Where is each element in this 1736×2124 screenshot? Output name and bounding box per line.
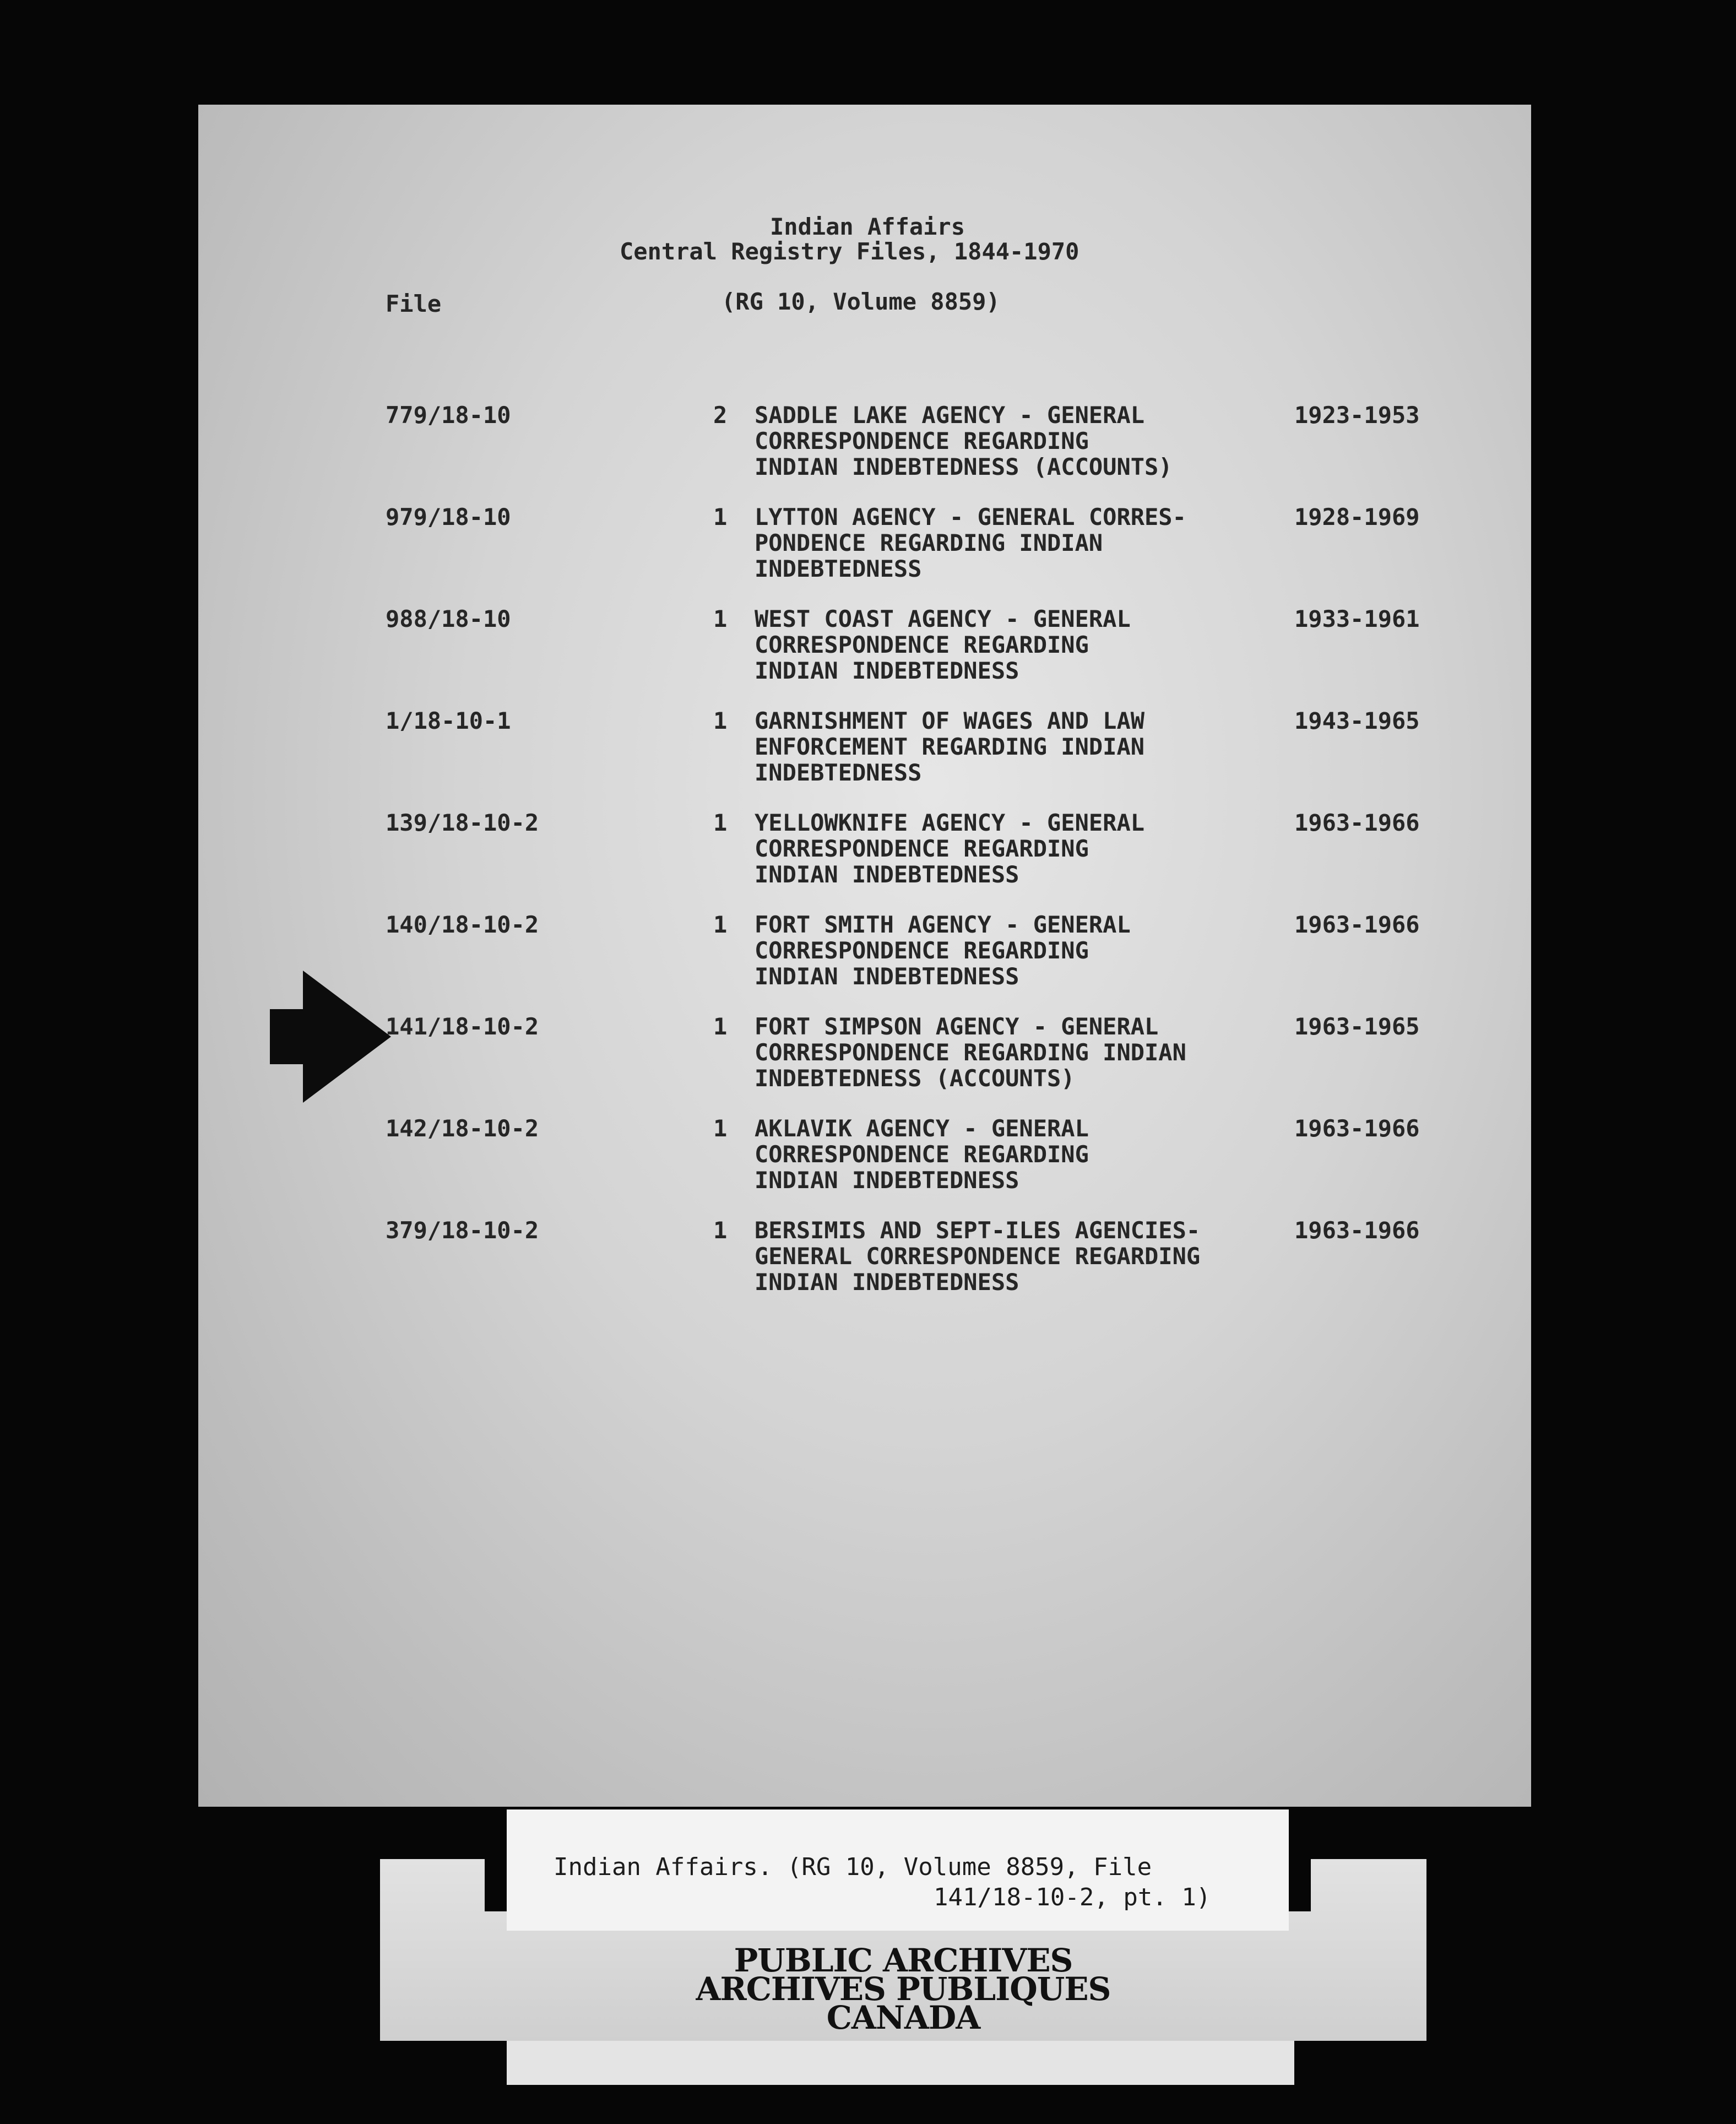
date-range: 1963-1966 xyxy=(1294,1217,1420,1244)
file-description-line: INDIAN INDEBTEDNESS xyxy=(755,963,1019,990)
file-description-line: INDIAN INDEBTEDNESS xyxy=(755,1167,1019,1194)
file-description-line: CORRESPONDENCE REGARDING xyxy=(755,937,1089,964)
file-number: 979/18-10 xyxy=(386,503,511,530)
file-row xyxy=(198,606,1531,689)
file-row xyxy=(198,912,1531,994)
file-description-line: INDIAN INDEBTEDNESS xyxy=(755,1269,1019,1296)
file-row xyxy=(198,1217,1531,1300)
date-range: 1963-1966 xyxy=(1294,809,1420,836)
date-range: 1963-1966 xyxy=(1294,1115,1420,1142)
file-description-line: AKLAVIK AGENCY - GENERAL xyxy=(755,1115,1089,1142)
file-number: 139/18-10-2 xyxy=(386,809,539,836)
file-description-line: SADDLE LAKE AGENCY - GENERAL xyxy=(755,402,1145,429)
file-description-line: CORRESPONDENCE REGARDING xyxy=(755,1141,1089,1168)
header-title: Indian Affairs xyxy=(770,213,965,240)
volume-count: 1 xyxy=(713,503,728,530)
file-description-line: CORRESPONDENCE REGARDING INDIAN xyxy=(755,1039,1186,1066)
file-number: 779/18-10 xyxy=(386,402,511,429)
volume-count: 1 xyxy=(713,911,728,938)
date-range: 1963-1966 xyxy=(1294,911,1420,938)
volume-count: 1 xyxy=(713,809,728,836)
document-page xyxy=(198,105,1531,1807)
file-description-line: GENERAL CORRESPONDENCE REGARDING xyxy=(755,1243,1201,1270)
file-description-line: INDIAN INDEBTEDNESS xyxy=(755,861,1019,888)
file-description-line: YELLOWKNIFE AGENCY - GENERAL xyxy=(755,809,1145,836)
file-description-line: CORRESPONDENCE REGARDING xyxy=(755,835,1089,862)
file-number: 988/18-10 xyxy=(386,605,511,632)
volume-count: 1 xyxy=(713,605,728,632)
file-number: 379/18-10-2 xyxy=(386,1217,539,1244)
file-description-line: FORT SIMPSON AGENCY - GENERAL xyxy=(755,1013,1159,1040)
date-range: 1933-1961 xyxy=(1294,605,1420,632)
header-subtitle: Central Registry Files, 1844-1970 xyxy=(620,238,1079,265)
date-range: 1943-1965 xyxy=(1294,707,1420,734)
volume-count: 1 xyxy=(713,1217,728,1244)
date-range: 1928-1969 xyxy=(1294,503,1420,530)
file-row xyxy=(198,504,1531,587)
file-column-label: File xyxy=(386,290,442,317)
label-line-2: 141/18-10-2, pt. 1) xyxy=(934,1883,1211,1911)
volume-count: 2 xyxy=(713,402,728,429)
volume-count: 1 xyxy=(713,1115,728,1142)
file-description-line: INDEBTEDNESS xyxy=(755,555,922,582)
label-line-1: Indian Affairs. (RG 10, Volume 8859, File xyxy=(554,1853,1152,1881)
file-number: 141/18-10-2 xyxy=(386,1013,539,1040)
file-number: 1/18-10-1 xyxy=(386,707,511,734)
file-description-line: WEST COAST AGENCY - GENERAL xyxy=(755,605,1131,632)
file-number: 140/18-10-2 xyxy=(386,911,539,938)
file-description-line: INDEBTEDNESS xyxy=(755,759,922,786)
file-label-card xyxy=(507,1809,1289,1931)
date-range: 1963-1965 xyxy=(1294,1013,1420,1040)
file-number: 142/18-10-2 xyxy=(386,1115,539,1142)
archives-stamp-line-1: PUBLIC ARCHIVES xyxy=(734,1942,1073,1979)
file-description-line: INDEBTEDNESS (ACCOUNTS) xyxy=(755,1065,1075,1092)
file-description-line: INDIAN INDEBTEDNESS (ACCOUNTS) xyxy=(755,453,1173,480)
file-description-line: PONDENCE REGARDING INDIAN xyxy=(755,529,1103,556)
file-description-line: CORRESPONDENCE REGARDING xyxy=(755,427,1089,454)
volume-count: 1 xyxy=(713,707,728,734)
file-row xyxy=(198,810,1531,892)
volume-reference: (RG 10, Volume 8859) xyxy=(721,288,1000,315)
archives-stamp-line-2: ARCHIVES PUBLIQUES xyxy=(696,1970,1111,2008)
file-description-line: GARNISHMENT OF WAGES AND LAW xyxy=(755,707,1145,734)
volume-count: 1 xyxy=(713,1013,728,1040)
file-description-line: CORRESPONDENCE REGARDING xyxy=(755,631,1089,658)
file-description-line: BERSIMIS AND SEPT-ILES AGENCIES- xyxy=(755,1217,1201,1244)
file-row xyxy=(198,402,1531,485)
file-row xyxy=(198,1115,1531,1198)
file-description-line: LYTTON AGENCY - GENERAL CORRES- xyxy=(755,503,1186,530)
file-description-line: ENFORCEMENT REGARDING INDIAN xyxy=(755,733,1145,760)
file-description-line: FORT SMITH AGENCY - GENERAL xyxy=(755,911,1131,938)
date-range: 1923-1953 xyxy=(1294,402,1420,429)
tray-bottom-strip xyxy=(507,2041,1294,2085)
file-description-line: INDIAN INDEBTEDNESS xyxy=(755,657,1019,684)
arrow-pointer-icon xyxy=(270,971,391,1103)
file-row xyxy=(198,708,1531,790)
file-row xyxy=(198,1014,1531,1096)
archives-stamp-line-3: CANADA xyxy=(826,1999,980,2036)
